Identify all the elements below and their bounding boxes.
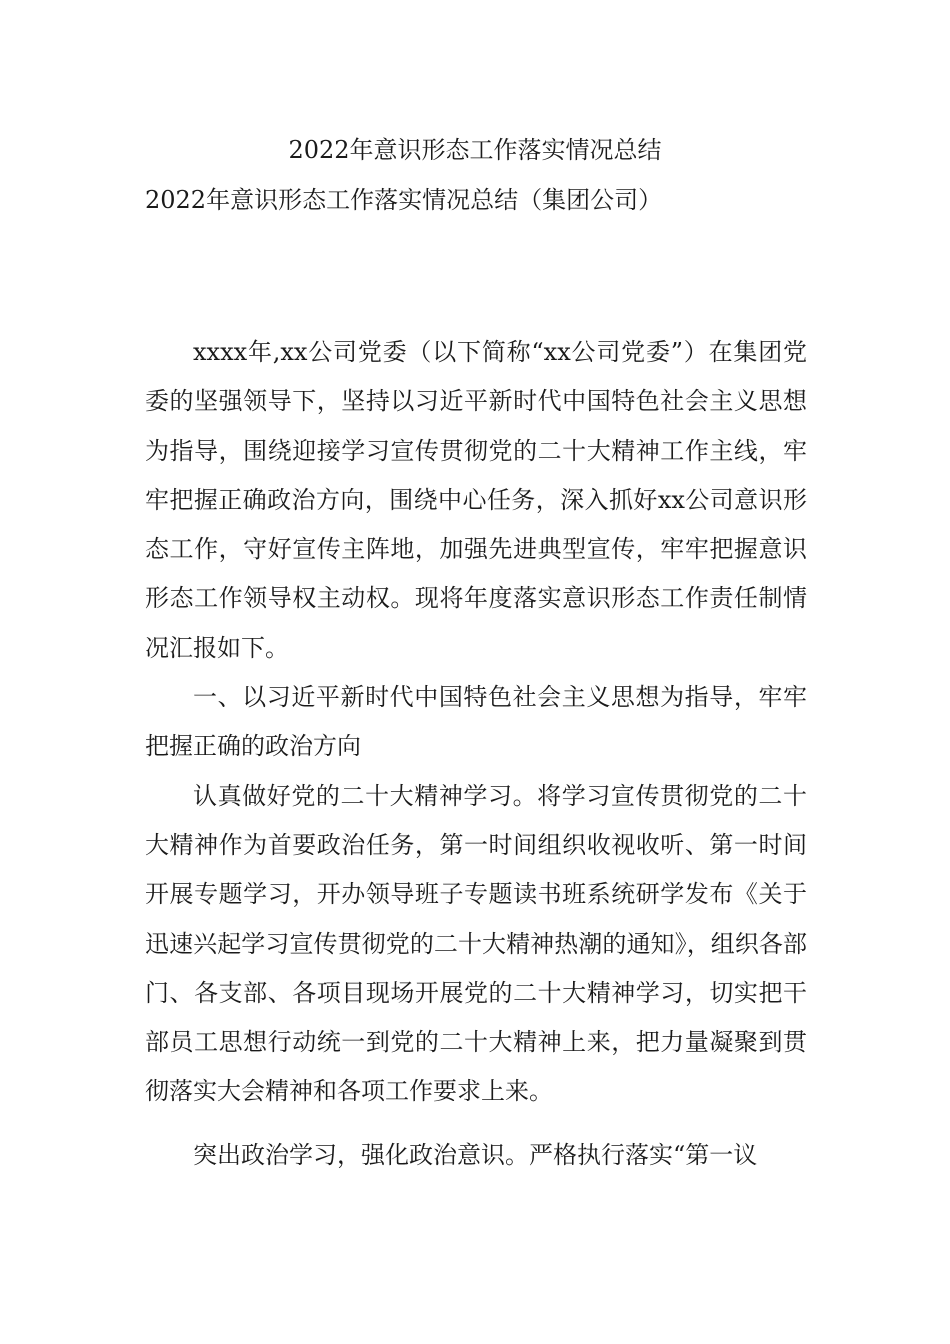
paragraph-political: 突出政治学习，强化政治意识。严格执行落实“第一议 [193, 1140, 758, 1169]
paragraph-study: 认真做好党的二十大精神学习。将学习宣传贯彻党的二十大精神作为首要政治任务，第一时间组织收视收听、第一时间开展专题学习，开办领导班子专题读书班系统研学发布《关于迅速兴起学习宣传贯彻党的二十大精神热潮的通知》，组织各部门、各支部、各项目现场开展党的二十大精神学习，切实把干部员工思想行动统一到党的二十大精神上来，把力量凝聚到贯彻落实大会精神和各项工作要求上来。 [145, 781, 807, 1106]
document-body [145, 328, 807, 1180]
document-subtitle: 2022年意识形态工作落实情况总结（集团公司） [145, 186, 663, 214]
section-heading-1: 一、以习近平新时代中国特色社会主义思想为指导，牢牢把握正确的政治方向 [145, 683, 807, 761]
paragraph-intro: xxxx年,xx公司党委（以下简称“xx公司党委”）在集团党委的坚强领导下，坚持以习近平新时代中国特色社会主义思想为指导，围绕迎接学习宣传贯彻党的二十大精神工作主线，牢牢把握正确政治方向，围绕中心任务，深入抓好xx公司意识形态工作，守好宣传主阵地，加强先进典型宣传，牢牢把握意识形态工作领导权主动权。现将年度落实意识形态工作责任制情况汇报如下。 [145, 338, 807, 662]
document-title: 2022年意识形态工作落实情况总结 [288, 136, 662, 164]
paragraph-spacer [145, 1117, 807, 1131]
